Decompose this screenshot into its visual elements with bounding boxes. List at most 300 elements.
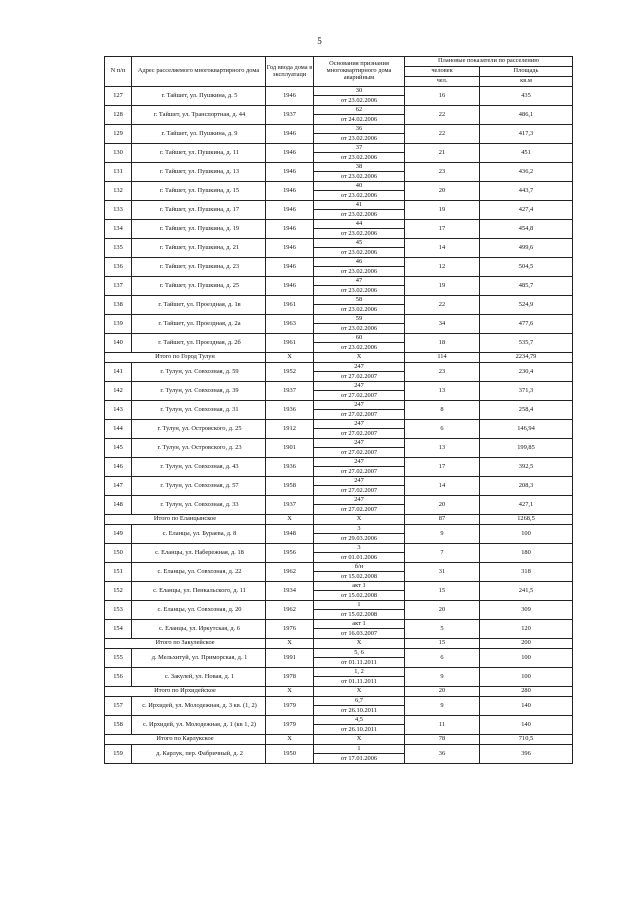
row-number: 146 [105, 458, 132, 477]
table-row [105, 439, 573, 458]
row-year: 1901 [266, 439, 314, 458]
row-number: 151 [105, 563, 132, 582]
row-number: 157 [105, 697, 132, 716]
subtotal-area: 1268,5 [480, 515, 573, 525]
row-basis [314, 496, 405, 515]
subtotal-basis: X [314, 735, 405, 745]
row-basis [314, 258, 405, 277]
basis-number: 247 [354, 401, 364, 408]
row-area: 241,5 [480, 582, 573, 601]
basis-date: от 23.02.2006 [314, 247, 404, 257]
table-row [105, 477, 573, 496]
row-basis [314, 87, 405, 106]
row-basis [314, 458, 405, 477]
row-area: 140 [480, 697, 573, 716]
basis-date: от 01.11.2011 [314, 657, 404, 667]
table-row [105, 716, 573, 735]
row-people: 20 [405, 496, 480, 515]
row-number: 135 [105, 239, 132, 258]
row-area: 100 [480, 649, 573, 668]
row-number: 141 [105, 363, 132, 382]
row-people: 21 [405, 144, 480, 163]
row-area: 199,85 [480, 439, 573, 458]
row-number: 128 [105, 106, 132, 125]
row-area: 524,9 [480, 296, 573, 315]
basis-date: от 26.10.2011 [314, 724, 404, 734]
row-address: д. Карлук, пер. Фабричный, д. 2 [132, 745, 266, 764]
header-number: N п/п [105, 57, 132, 87]
basis-number: 4,5 [355, 716, 363, 723]
row-area: 230,4 [480, 363, 573, 382]
row-number: 153 [105, 601, 132, 620]
table-row [105, 315, 573, 334]
row-people: 12 [405, 258, 480, 277]
row-area: 435 [480, 87, 573, 106]
row-area: 120 [480, 620, 573, 639]
row-number: 156 [105, 668, 132, 687]
basis-number: акт 1 [352, 620, 366, 627]
row-year: 1946 [266, 163, 314, 182]
row-basis [314, 382, 405, 401]
basis-date: от 15.02.2008 [314, 609, 404, 619]
row-year: 1978 [266, 668, 314, 687]
row-address: г. Тайшет, ул. Транспортная, д. 44 [132, 106, 266, 125]
basis-number: 60 [355, 334, 363, 341]
basis-number: 3 [357, 525, 361, 532]
row-area: 318 [480, 563, 573, 582]
basis-date: от 23.02.2006 [314, 266, 404, 276]
basis-number: 36 [355, 125, 363, 132]
row-people: 14 [405, 239, 480, 258]
table-row [105, 277, 573, 296]
basis-date: от 24.02.2006 [314, 114, 404, 124]
row-people: 31 [405, 563, 480, 582]
subtotal-basis: X [314, 639, 405, 649]
row-address: с. Ирхидей, ул. Молодежная, д. 1 (кв 1, 2) [132, 716, 266, 735]
row-people: 23 [405, 363, 480, 382]
table-row [105, 620, 573, 639]
basis-date: от 23.02.2006 [314, 228, 404, 238]
row-year: 1991 [266, 649, 314, 668]
row-people: 22 [405, 106, 480, 125]
row-people: 22 [405, 296, 480, 315]
basis-date: от 23.02.2006 [314, 133, 404, 143]
subtotal-basis: X [314, 353, 405, 363]
row-number: 150 [105, 544, 132, 563]
basis-number: 41 [355, 201, 363, 208]
row-area: 208,3 [480, 477, 573, 496]
subtotal-label: Итого по Закулейское [105, 639, 266, 649]
subtotal-area: 200 [480, 639, 573, 649]
row-area: 485,7 [480, 277, 573, 296]
row-address: г. Тулун, ул. Совхозная, д. 31 [132, 401, 266, 420]
row-people: 6 [405, 649, 480, 668]
row-address: г. Тулун, ул. Островского, д. 23 [132, 439, 266, 458]
table-row [105, 144, 573, 163]
subtotal-row [105, 353, 573, 363]
header-basis: Основания признания многоквартирного дома аварийным [314, 57, 405, 87]
row-basis [314, 582, 405, 601]
basis-number: 59 [355, 315, 363, 322]
row-basis [314, 201, 405, 220]
row-area: 417,3 [480, 125, 573, 144]
row-people: 14 [405, 477, 480, 496]
table-row [105, 649, 573, 668]
row-address: с. Еланцы, ул. Набережная, д. 18 [132, 544, 266, 563]
row-area: 535,7 [480, 334, 573, 353]
row-address: г. Тайшет, ул. Пушкина, д. 21 [132, 239, 266, 258]
row-people: 17 [405, 458, 480, 477]
row-address: с. Еланцы, ул. Бураева, д. 8 [132, 525, 266, 544]
row-number: 142 [105, 382, 132, 401]
row-area: 309 [480, 601, 573, 620]
row-year: 1946 [266, 277, 314, 296]
row-address: с. Еланцы, ул. Совхозная, д. 20 [132, 601, 266, 620]
row-address: г. Тайшет, ул. Пушкина, д. 13 [132, 163, 266, 182]
table-row [105, 201, 573, 220]
row-area: 504,5 [480, 258, 573, 277]
row-address: г. Тулун, ул. Островского, д. 25 [132, 420, 266, 439]
subtotal-label: Итого по Карлукское [105, 735, 266, 745]
row-number: 152 [105, 582, 132, 601]
row-address: г. Тайшет, ул. Пушкина, д. 11 [132, 144, 266, 163]
basis-date: от 23.02.2006 [314, 323, 404, 333]
row-address: г. Тайшет, ул. Пушкина, д. 5 [132, 87, 266, 106]
basis-date: от 27.02.2007 [314, 485, 404, 495]
row-basis [314, 296, 405, 315]
table-row [105, 363, 573, 382]
table-row [105, 125, 573, 144]
header-unit-area: кв.м [480, 77, 573, 87]
row-number: 144 [105, 420, 132, 439]
row-basis [314, 277, 405, 296]
row-address: с. Еланцы, ул. Совхозная, д. 22 [132, 563, 266, 582]
row-basis [314, 477, 405, 496]
table-row [105, 525, 573, 544]
table-row [105, 220, 573, 239]
row-year: 1961 [266, 296, 314, 315]
subtotal-people: 87 [405, 515, 480, 525]
row-basis [314, 668, 405, 687]
subtotal-year: X [266, 687, 314, 697]
table-row [105, 420, 573, 439]
row-address: г. Тайшет, ул. Пушкина, д. 15 [132, 182, 266, 201]
row-address: г. Тулун, ул. Совхозная, д. 57 [132, 477, 266, 496]
subtotal-people: 78 [405, 735, 480, 745]
table-row [105, 544, 573, 563]
row-basis [314, 163, 405, 182]
table-row [105, 458, 573, 477]
basis-date: от 15.02.2008 [314, 571, 404, 581]
row-area: 258,4 [480, 401, 573, 420]
basis-date: от 23.02.2006 [314, 171, 404, 181]
subtotal-people: 15 [405, 639, 480, 649]
row-people: 6 [405, 420, 480, 439]
row-address: с. Еланцы, ул. Пенкальского, д. 11 [132, 582, 266, 601]
basis-date: от 27.02.2007 [314, 466, 404, 476]
subtotal-area: 2234,79 [480, 353, 573, 363]
row-number: 133 [105, 201, 132, 220]
row-area: 392,5 [480, 458, 573, 477]
table-row [105, 601, 573, 620]
subtotal-basis: X [314, 687, 405, 697]
row-year: 1937 [266, 496, 314, 515]
row-people: 19 [405, 201, 480, 220]
row-basis [314, 334, 405, 353]
basis-number: 37 [355, 144, 363, 151]
subtotal-row [105, 515, 573, 525]
row-people: 13 [405, 382, 480, 401]
subtotal-label: Итого по Город Тулун [105, 353, 266, 363]
row-basis [314, 363, 405, 382]
row-year: 1946 [266, 87, 314, 106]
row-address: г. Тулун, ул. Совхозная, д. 33 [132, 496, 266, 515]
row-people: 11 [405, 716, 480, 735]
table-row [105, 668, 573, 687]
subtotal-row [105, 639, 573, 649]
row-number: 136 [105, 258, 132, 277]
row-year: 1958 [266, 477, 314, 496]
basis-date: от 23.02.2006 [314, 285, 404, 295]
row-address: г. Тайшет, ул. Проездная, д. 2а [132, 315, 266, 334]
row-people: 9 [405, 697, 480, 716]
row-year: 1937 [266, 382, 314, 401]
row-number: 143 [105, 401, 132, 420]
basis-number: 6,7 [355, 697, 363, 704]
basis-date: от 23.02.2006 [314, 152, 404, 162]
row-basis [314, 144, 405, 163]
row-area: 427,1 [480, 496, 573, 515]
row-address: с. Закулей, ул. Новая, д. 1 [132, 668, 266, 687]
row-basis [314, 544, 405, 563]
row-address: г. Тайшет, ул. Пушкина, д. 25 [132, 277, 266, 296]
row-year: 1936 [266, 401, 314, 420]
row-number: 138 [105, 296, 132, 315]
basis-date: от 23.02.2006 [314, 304, 404, 314]
basis-date: от 23.02.2006 [314, 342, 404, 352]
basis-number: 62 [355, 106, 363, 113]
basis-number: 247 [354, 458, 364, 465]
row-people: 9 [405, 668, 480, 687]
header-area: Площадь [480, 67, 573, 77]
basis-number: 3 [357, 544, 361, 551]
row-year: 1962 [266, 601, 314, 620]
row-people: 8 [405, 401, 480, 420]
basis-number: 45 [355, 239, 363, 246]
basis-date: от 23.02.2006 [314, 209, 404, 219]
table-body [105, 87, 573, 764]
basis-number: 30 [355, 87, 363, 94]
table-row [105, 563, 573, 582]
row-number: 134 [105, 220, 132, 239]
row-address: г. Тайшет, ул. Пушкина, д. 19 [132, 220, 266, 239]
row-year: 1956 [266, 544, 314, 563]
row-number: 158 [105, 716, 132, 735]
header-unit-people: чел. [405, 77, 480, 87]
header-people: человек [405, 67, 480, 77]
table-row [105, 182, 573, 201]
subtotal-people: 114 [405, 353, 480, 363]
row-number: 140 [105, 334, 132, 353]
row-basis [314, 525, 405, 544]
basis-number: б/н [354, 563, 364, 570]
row-basis [314, 745, 405, 764]
row-basis [314, 697, 405, 716]
basis-number: акт 1 [352, 582, 366, 589]
subtotal-area: 710,5 [480, 735, 573, 745]
basis-date: от 27.02.2007 [314, 409, 404, 419]
row-area: 180 [480, 544, 573, 563]
row-people: 36 [405, 745, 480, 764]
row-people: 9 [405, 525, 480, 544]
row-people: 13 [405, 439, 480, 458]
row-people: 17 [405, 220, 480, 239]
page-number: 5 [317, 36, 322, 46]
row-area: 499,6 [480, 239, 573, 258]
row-area: 100 [480, 525, 573, 544]
table-row [105, 334, 573, 353]
row-year: 1946 [266, 239, 314, 258]
row-number: 145 [105, 439, 132, 458]
subtotal-label: Итого по Ирхидейское [105, 687, 266, 697]
table-row [105, 106, 573, 125]
subtotal-year: X [266, 735, 314, 745]
row-year: 1976 [266, 620, 314, 639]
row-address: с. Еланцы, ул. Иркутская, д. 6 [132, 620, 266, 639]
row-year: 1961 [266, 334, 314, 353]
basis-date: от 01.11.2011 [314, 676, 404, 686]
row-people: 16 [405, 87, 480, 106]
table-row [105, 87, 573, 106]
row-year: 1912 [266, 420, 314, 439]
row-people: 20 [405, 601, 480, 620]
basis-number: 5, 6 [354, 649, 364, 656]
row-address: г. Тайшет, ул. Пушкина, д. 9 [132, 125, 266, 144]
row-basis [314, 620, 405, 639]
row-area: 443,7 [480, 182, 573, 201]
basis-date: от 27.02.2007 [314, 504, 404, 514]
row-number: 149 [105, 525, 132, 544]
row-people: 34 [405, 315, 480, 334]
row-number: 137 [105, 277, 132, 296]
basis-date: от 01.01.2006 [314, 552, 404, 562]
row-basis [314, 420, 405, 439]
row-year: 1952 [266, 363, 314, 382]
row-year: 1946 [266, 220, 314, 239]
table-row [105, 697, 573, 716]
basis-number: 247 [354, 382, 364, 389]
basis-number: 1 [357, 601, 361, 608]
subtotal-year: X [266, 515, 314, 525]
basis-number: 47 [355, 277, 363, 284]
row-area: 427,4 [480, 201, 573, 220]
row-people: 7 [405, 544, 480, 563]
subtotal-year: X [266, 353, 314, 363]
row-year: 1946 [266, 182, 314, 201]
row-year: 1962 [266, 563, 314, 582]
row-basis [314, 401, 405, 420]
row-area: 477,6 [480, 315, 573, 334]
basis-number: 247 [354, 477, 364, 484]
subtotal-label: Итого по Еланцынское [105, 515, 266, 525]
subtotal-basis: X [314, 515, 405, 525]
table-row [105, 296, 573, 315]
row-year: 1946 [266, 144, 314, 163]
row-people: 20 [405, 182, 480, 201]
row-address: г. Тулун, ул. Совхозная, д. 59 [132, 363, 266, 382]
basis-date: от 29.03.2006 [314, 533, 404, 543]
row-area: 140 [480, 716, 573, 735]
basis-date: от 15.02.2008 [314, 590, 404, 600]
row-number: 147 [105, 477, 132, 496]
row-basis [314, 182, 405, 201]
row-people: 19 [405, 277, 480, 296]
resettlement-table [104, 56, 573, 764]
row-year: 1946 [266, 125, 314, 144]
row-area: 451 [480, 144, 573, 163]
row-basis [314, 601, 405, 620]
row-address: г. Тайшет, ул. Пушкина, д. 23 [132, 258, 266, 277]
basis-number: 38 [355, 163, 363, 170]
row-year: 1934 [266, 582, 314, 601]
basis-number: 58 [355, 296, 363, 303]
row-year: 1946 [266, 258, 314, 277]
row-number: 132 [105, 182, 132, 201]
row-year: 1963 [266, 315, 314, 334]
table-row [105, 496, 573, 515]
basis-date: от 26.10.2011 [314, 705, 404, 715]
basis-number: 1, 2 [354, 668, 364, 675]
table-header [105, 57, 573, 87]
row-basis [314, 563, 405, 582]
row-people: 23 [405, 163, 480, 182]
row-number: 159 [105, 745, 132, 764]
row-area: 371,3 [480, 382, 573, 401]
basis-date: от 17.01.2006 [314, 753, 404, 763]
row-address: г. Тайшет, ул. Проездная, д. 2б [132, 334, 266, 353]
row-number: 130 [105, 144, 132, 163]
row-number: 129 [105, 125, 132, 144]
row-area: 100 [480, 668, 573, 687]
row-area: 436,2 [480, 163, 573, 182]
row-year: 1948 [266, 525, 314, 544]
row-area: 486,1 [480, 106, 573, 125]
row-basis [314, 439, 405, 458]
row-number: 127 [105, 87, 132, 106]
header-address: Адрес расселяемого многоквартирного дома [132, 57, 266, 87]
basis-number: 247 [354, 363, 364, 370]
row-address: г. Тайшет, ул. Проездная, д. 1в [132, 296, 266, 315]
basis-date: от 27.02.2007 [314, 390, 404, 400]
table-row [105, 745, 573, 764]
row-number: 139 [105, 315, 132, 334]
row-area: 396 [480, 745, 573, 764]
row-number: 154 [105, 620, 132, 639]
row-people: 5 [405, 620, 480, 639]
header-planned: Плановые показатели по расселению [405, 57, 573, 67]
row-address: г. Тулун, ул. Совхозная, д. 43 [132, 458, 266, 477]
basis-date: от 16.03.2007 [314, 628, 404, 638]
row-number: 155 [105, 649, 132, 668]
header-year: Год ввода дома в эксплуатаци [266, 57, 314, 87]
row-basis [314, 220, 405, 239]
table-row [105, 258, 573, 277]
subtotal-year: X [266, 639, 314, 649]
row-year: 1979 [266, 716, 314, 735]
basis-number: 46 [355, 258, 363, 265]
row-basis [314, 716, 405, 735]
subtotal-row [105, 735, 573, 745]
